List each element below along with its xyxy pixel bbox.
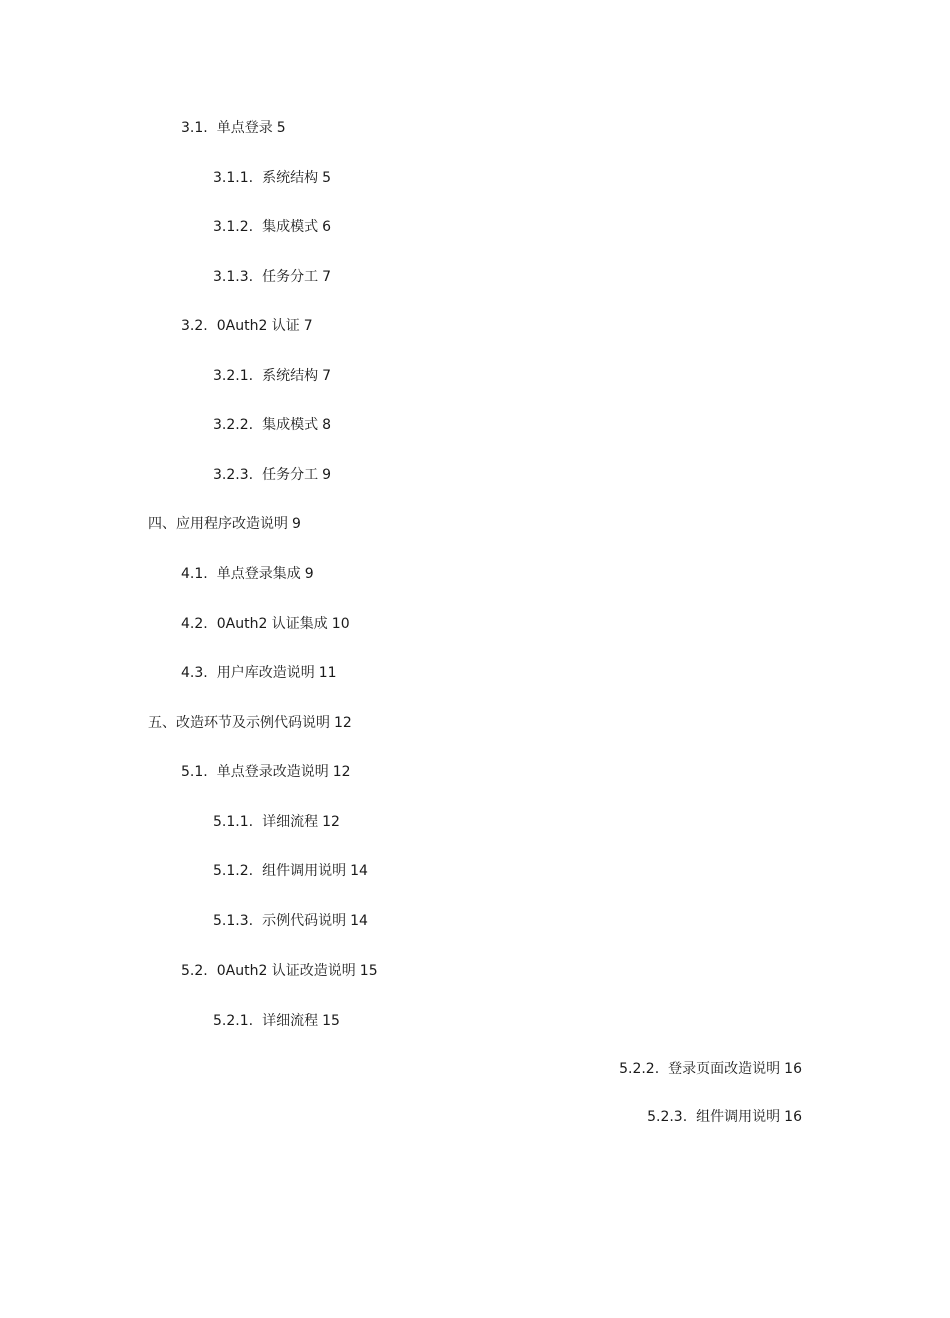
toc-entry-chapter-5[interactable] [148,713,352,733]
toc-number: 4.1. [181,566,208,582]
toc-entry-3-1-2[interactable] [213,217,331,237]
toc-number: 5.2. [181,963,208,979]
toc-entry-3-2-3[interactable] [213,465,331,485]
toc-page-number: 11 [318,665,337,681]
toc-title: 用户库改造说明 [216,665,315,681]
toc-number: 4.3. [181,665,208,681]
toc-number: 5.2.1. [213,1013,254,1029]
toc-title: 0Auth2 认证改造说明 [216,963,356,979]
toc-number: 5.2.3. [647,1109,688,1125]
toc-number: 5.1.1. [213,814,254,830]
toc-page-number: 12 [322,814,340,830]
toc-title: 系统结构 [262,170,319,186]
toc-page-number: 15 [322,1013,340,1029]
toc-title: 0Auth2 认证集成 [216,616,328,632]
toc-title: 四、应用程序改造说明 [148,516,288,532]
toc-title: 任务分工 [262,269,319,285]
toc-title: 集成模式 [262,219,319,235]
toc-title: 系统结构 [262,368,319,384]
toc-entry-chapter-4[interactable] [148,514,301,534]
toc-page-number: 7 [322,269,331,285]
toc-number: 3.1.3. [213,269,254,285]
toc-page-number: 16 [784,1061,802,1077]
toc-page-number: 10 [331,616,350,632]
toc-number: 3.1.1. [213,170,254,186]
toc-entry-3-1-1[interactable] [213,168,331,188]
toc-entry-5-2-2[interactable] [619,1059,802,1079]
toc-title: 详细流程 [262,814,319,830]
toc-entry-3-2-1[interactable] [213,366,331,386]
toc-entry-3-1-3[interactable] [213,267,331,287]
toc-number: 4.2. [181,616,208,632]
toc-number: 3.2. [181,318,208,334]
toc-page-number: 9 [292,516,301,532]
toc-page-number: 16 [784,1109,802,1125]
toc-entry-3-2-2[interactable] [213,415,331,435]
toc-entry-4-1[interactable] [181,564,314,584]
toc-entry-5-2[interactable] [181,961,378,981]
toc-number: 5.2.2. [619,1061,660,1077]
toc-page-number: 5 [322,170,331,186]
toc-entry-4-3[interactable] [181,663,337,683]
toc-entry-5-1-1[interactable] [213,812,340,832]
toc-page-number: 5 [276,120,286,136]
toc-entry-5-1-2[interactable] [213,861,368,881]
toc-number: 3.1. [181,120,208,136]
toc-number: 3.2.2. [213,417,254,433]
toc-page-number: 7 [322,368,331,384]
toc-page-number: 9 [322,467,331,483]
toc-page-number: 9 [304,566,314,582]
toc-title: 组件调用说明 [262,863,347,879]
toc-page-number: 14 [350,863,368,879]
toc-title: 示例代码说明 [262,913,347,929]
toc-title: 0Auth2 认证 [216,318,300,334]
toc-page-number: 12 [332,764,351,780]
toc-entry-3-1[interactable] [181,118,286,138]
toc-entry-4-2[interactable] [181,614,350,634]
toc-page-number: 15 [359,963,378,979]
toc-title: 单点登录改造说明 [216,764,329,780]
toc-entry-5-1[interactable] [181,762,351,782]
toc-number: 3.1.2. [213,219,254,235]
toc-entry-5-1-3[interactable] [213,911,368,931]
toc-title: 集成模式 [262,417,319,433]
toc-title: 详细流程 [262,1013,319,1029]
toc-title: 组件调用说明 [696,1109,781,1125]
toc-page-number: 7 [303,318,313,334]
toc-page-number: 14 [350,913,368,929]
toc-entry-3-2[interactable] [181,316,313,336]
toc-title: 五、改造环节及示例代码说明 [148,715,330,731]
toc-title: 单点登录 [216,120,273,136]
toc-title: 登录页面改造说明 [668,1061,781,1077]
toc-number: 3.2.3. [213,467,254,483]
toc-number: 5.1.2. [213,863,254,879]
toc-page-number: 6 [322,219,331,235]
toc-number: 5.1.3. [213,913,254,929]
toc-title: 单点登录集成 [216,566,301,582]
toc-number: 5.1. [181,764,208,780]
toc-number: 3.2.1. [213,368,254,384]
toc-page-number: 8 [322,417,331,433]
toc-page-number: 12 [334,715,352,731]
toc-entry-5-2-3[interactable] [647,1107,802,1127]
toc-title: 任务分工 [262,467,319,483]
toc-entry-5-2-1[interactable] [213,1011,340,1031]
